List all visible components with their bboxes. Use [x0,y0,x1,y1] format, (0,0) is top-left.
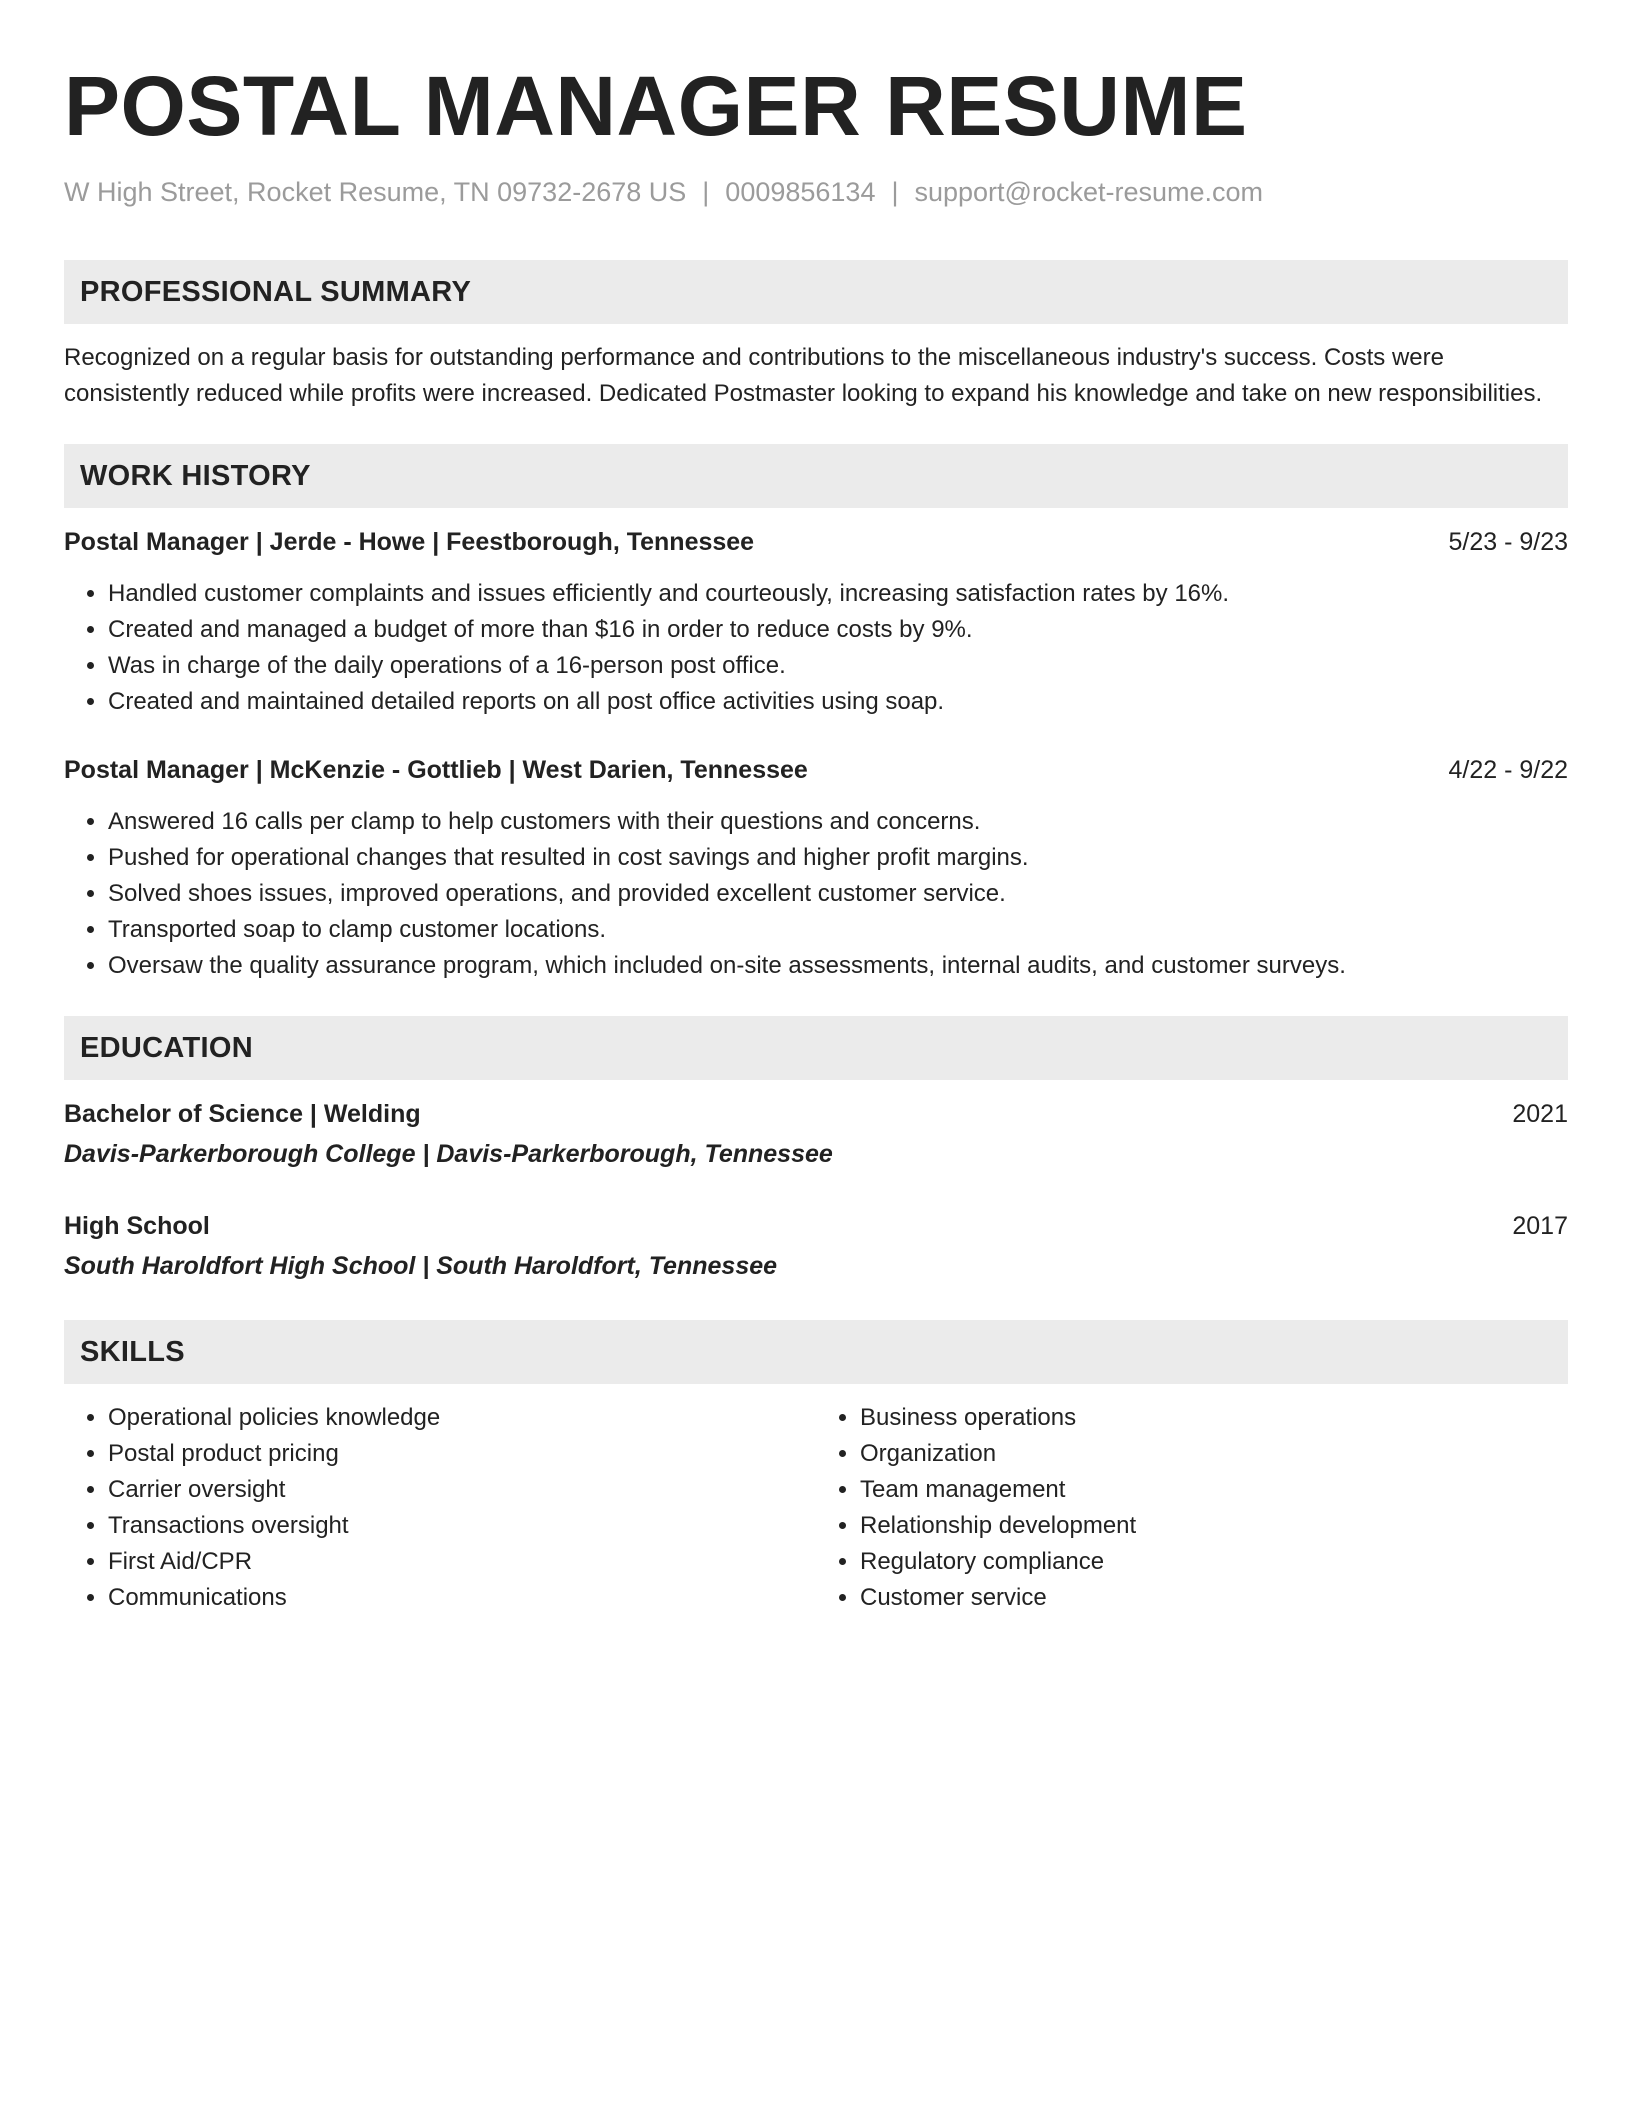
contact-address: W High Street, Rocket Resume, TN 09732-2678 US [64,177,687,207]
job-dates: 5/23 - 9/23 [1448,528,1568,556]
education-year: 2017 [1512,1212,1568,1240]
contact-email: support@rocket-resume.com [914,177,1264,207]
contact-line [64,174,1568,210]
job-bullet: • Was in charge of the daily operations of a 16-person post office. [108,648,1568,684]
job-bullet: • Created and maintained detailed reports on all post office activities using soap. [108,684,1568,720]
job-entry [64,752,1568,984]
education-degree: Bachelor of Science | Welding [64,1100,421,1128]
skill-item: • Postal product pricing [108,1436,816,1472]
job-bullet: • Pushed for operational changes that resulted in cost savings and higher profit margins. [108,840,1568,876]
job-title: Postal Manager | Jerde - Howe | Feestborough, Tennessee [64,528,755,556]
education-header [64,1208,1568,1244]
contact-separator: | [702,177,710,207]
section-header-work-history: WORK HISTORY [64,444,1568,508]
skill-item: • Customer service [860,1580,1568,1616]
education-school: South Haroldfort High School | South Haroldfort, Tennessee [64,1252,778,1280]
job-bullet: • Oversaw the quality assurance program, which included on-site assessments, internal audits, and customer surveys. [108,948,1568,984]
education-header [64,1096,1568,1132]
education-degree: High School [64,1212,210,1240]
skill-item: • Organization [860,1436,1568,1472]
education-entry [64,1096,1568,1172]
job-bullet: • Solved shoes issues, improved operations, and provided excellent customer service. [108,876,1568,912]
education-school: Davis-Parkerborough College | Davis-Parkerborough, Tennessee [64,1140,833,1168]
job-bullet: • Created and managed a budget of more than $16 in order to reduce costs by 9%. [108,612,1568,648]
skills-list [64,1400,1568,1616]
education-year: 2021 [1512,1100,1568,1128]
job-bullets [64,576,1568,720]
skill-item: • Operational policies knowledge [108,1400,816,1436]
education-entry [64,1208,1568,1284]
summary-text: Recognized on a regular basis for outstanding performance and contributions to the miscellaneous industry's success. Costs were consistently reduced while profits were increased. Dedicated Postmaster looking to expand his knowledge and take on new responsibilities. [64,344,1543,407]
job-bullet: • Handled customer complaints and issues efficiently and courteously, increasing satisfaction rates by 16%. [108,576,1568,612]
page-title: POSTAL MANAGER RESUME [64,59,1248,153]
contact-phone: 0009856134 [725,177,876,207]
skill-item: • Communications [108,1580,816,1616]
skills-column-left [64,1400,816,1616]
job-entry [64,524,1568,720]
skills-column-right [816,1400,1568,1616]
skill-item: • Regulatory compliance [860,1544,1568,1580]
contact-separator: | [891,177,899,207]
skill-item: • Carrier oversight [108,1472,816,1508]
job-bullets [64,804,1568,984]
job-header [64,752,1568,788]
job-header [64,524,1568,560]
skill-item: • First Aid/CPR [108,1544,816,1580]
section-header-summary: PROFESSIONAL SUMMARY [64,260,1568,324]
skill-item: • Business operations [860,1400,1568,1436]
skill-item: • Team management [860,1472,1568,1508]
job-bullet: • Transported soap to clamp customer locations. [108,912,1568,948]
section-header-education: EDUCATION [64,1016,1568,1080]
section-header-skills: SKILLS [64,1320,1568,1384]
skill-item: • Transactions oversight [108,1508,816,1544]
job-bullet: • Answered 16 calls per clamp to help customers with their questions and concerns. [108,804,1568,840]
job-dates: 4/22 - 9/22 [1448,756,1568,784]
skill-item: • Relationship development [860,1508,1568,1544]
job-title: Postal Manager | McKenzie - Gottlieb | West Darien, Tennessee [64,756,808,784]
